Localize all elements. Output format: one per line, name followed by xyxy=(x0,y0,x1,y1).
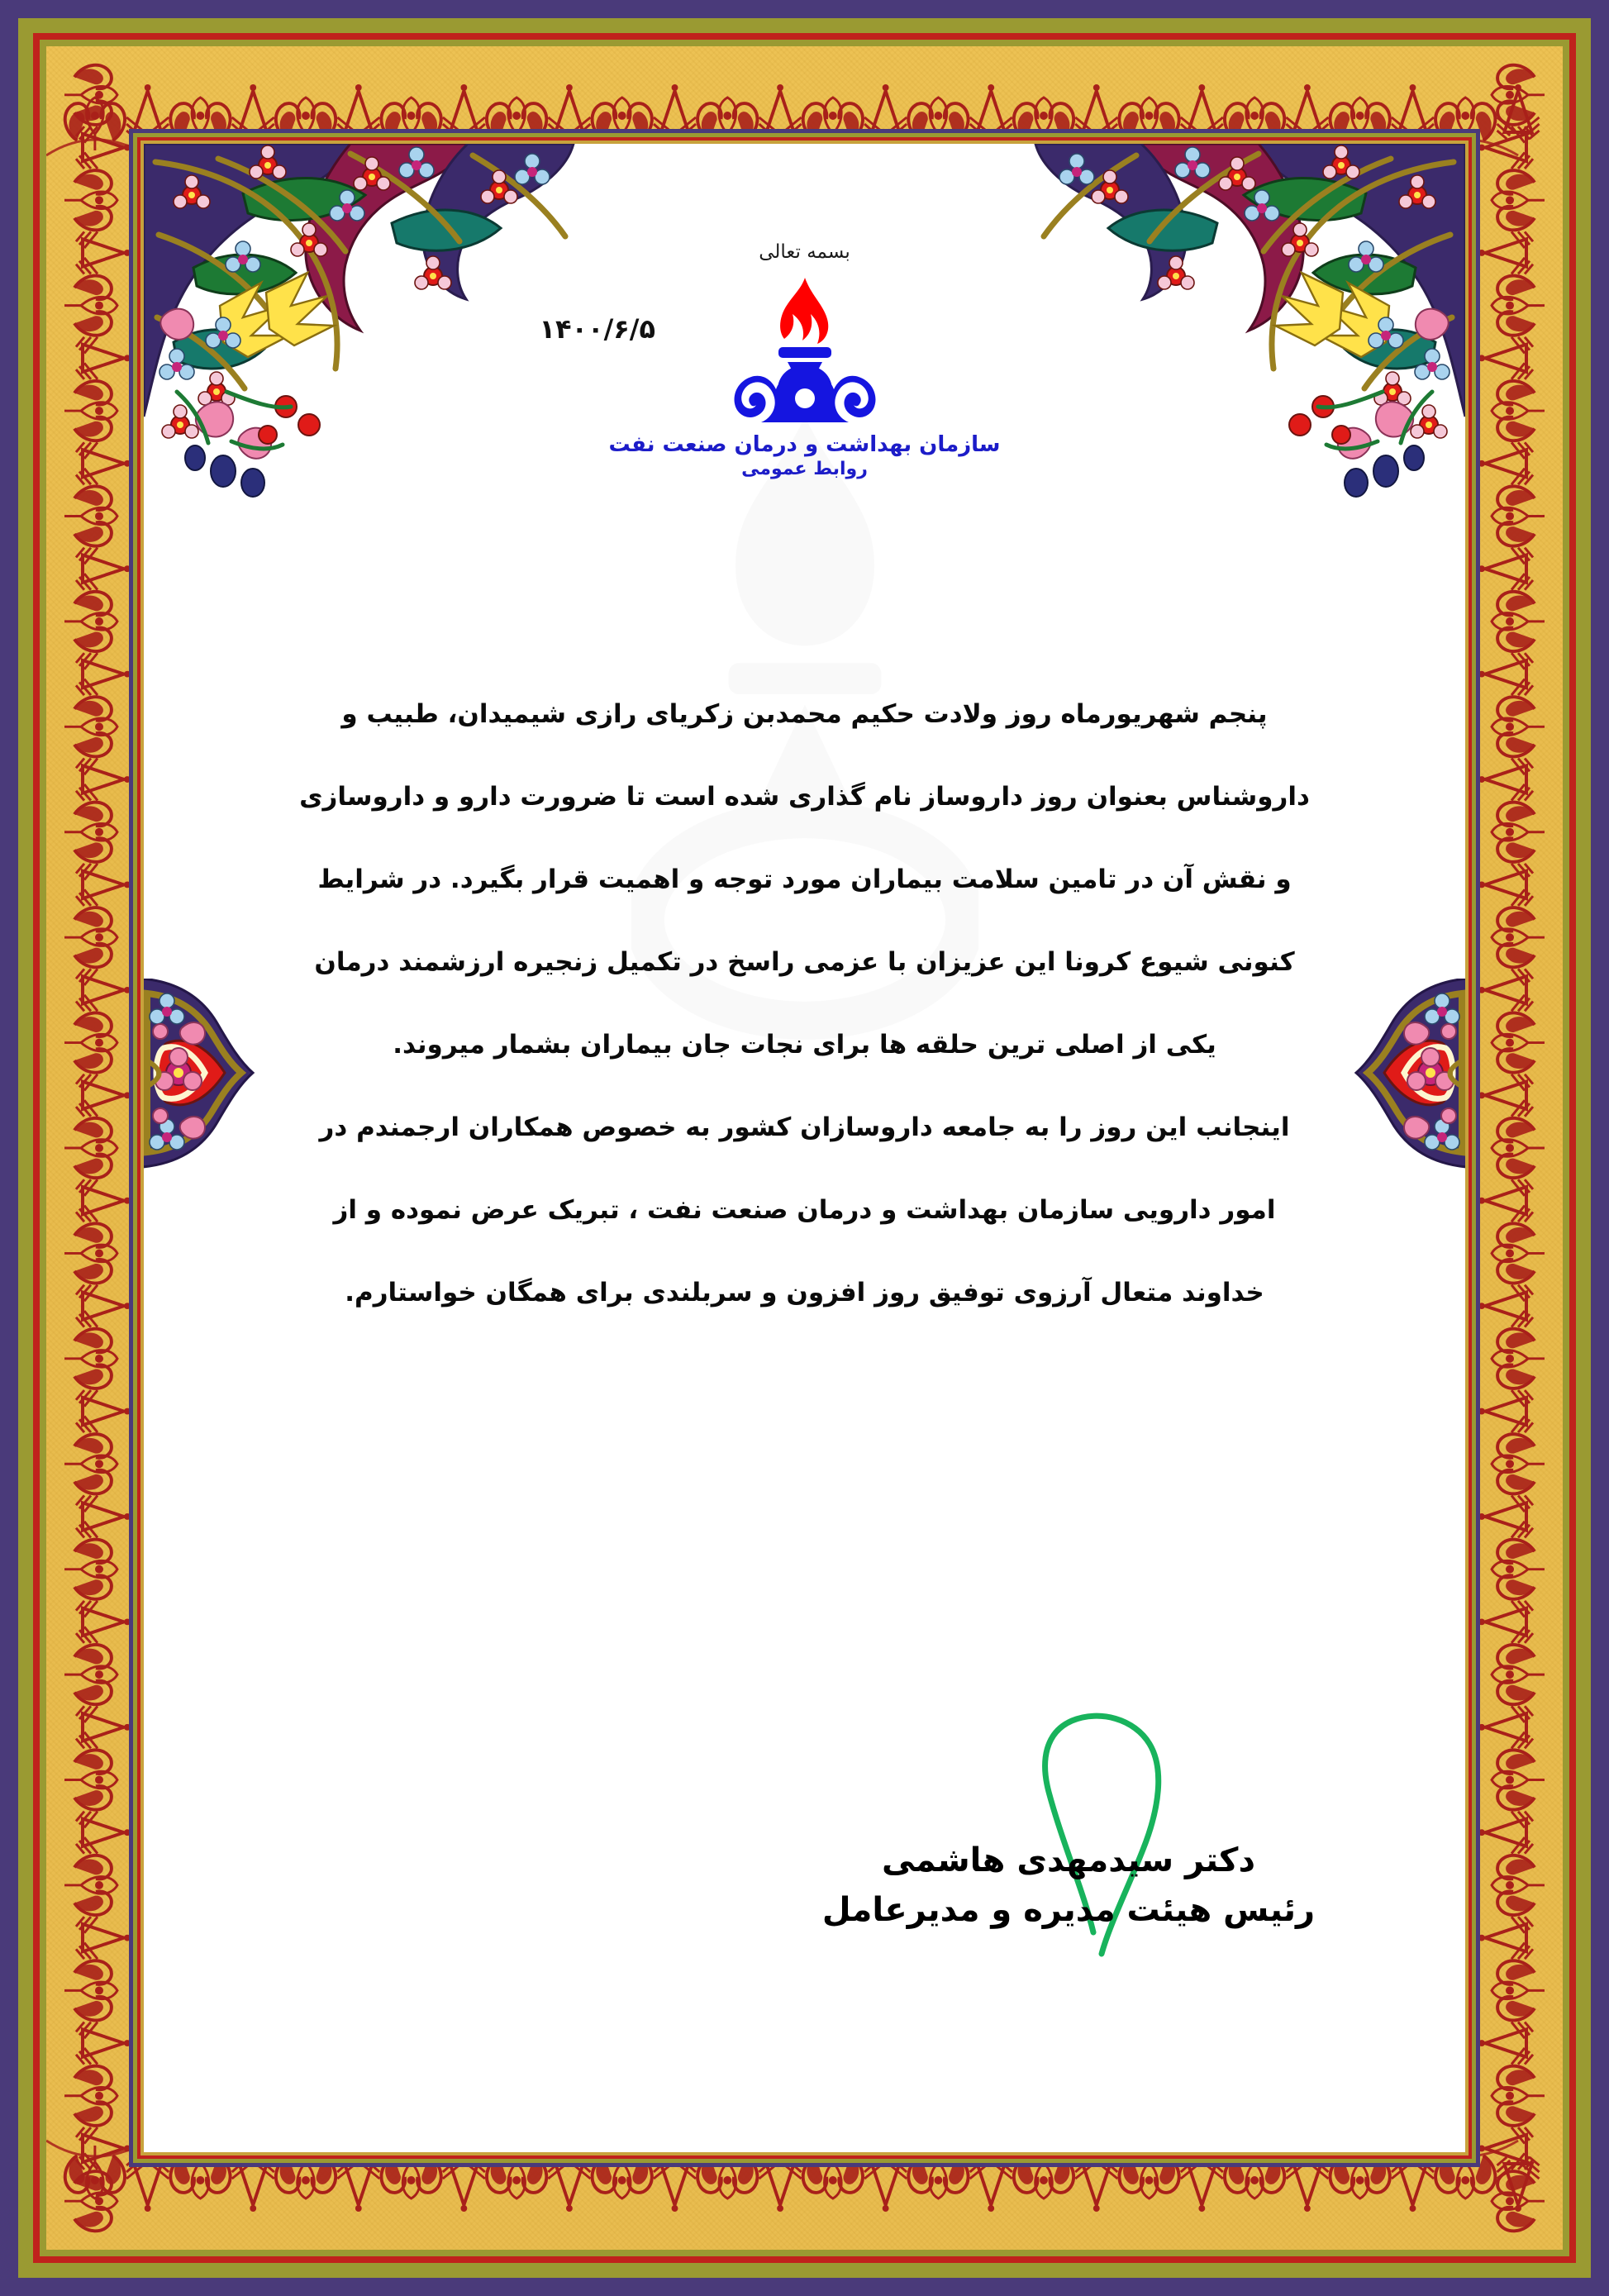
inner-frame-gold xyxy=(140,141,1469,2155)
bismillah-text: بسمه تعالی xyxy=(759,241,850,263)
inner-frame-purple xyxy=(129,129,1480,2167)
signer-name: دکتر سیدمهدی هاشمی xyxy=(882,1841,1255,1879)
signer-title: رئیس هیئت مدیره و مدیرعامل xyxy=(821,1891,1316,1929)
body-line: داروشناس بعنوان روز داروساز نام گذاری شده است تا ضرورت دارو و داروسازی xyxy=(299,782,1310,812)
department-name: روابط عمومی xyxy=(741,459,868,479)
body-line: یکی از اصلی ترین حلقه ها برای نجات جان بیماران بشمار میروند. xyxy=(393,1030,1216,1060)
document-date: ۱۴۰۰/۶/۵ xyxy=(539,313,655,345)
signature-block xyxy=(812,1841,1325,1929)
body-line: اینجانب این روز را به جامعه داروسازان کشور به خصوص همکاران ارجمندم در xyxy=(319,1112,1290,1142)
body-line: و نقش آن در تامین سلامت بیماران مورد توجه و اهمیت قرار بگیرد. در شرایط xyxy=(317,865,1292,894)
gold-ornament-field xyxy=(46,46,1563,2250)
letter-body xyxy=(268,673,1341,1334)
letter-sheet xyxy=(144,144,1465,2152)
tazhib-corner-ornament-top-right xyxy=(953,144,1465,499)
torch-flame-icon xyxy=(702,273,908,426)
frame-olive-outer xyxy=(18,18,1591,2278)
frame-olive-second xyxy=(40,40,1569,2256)
frame-red-outer xyxy=(33,33,1576,2263)
inner-frame-olive xyxy=(133,133,1476,2163)
body-line: پنجم شهریورماه روز ولادت حکیم محمدبن زکریای رازی شیمیدان، طبیب و xyxy=(341,699,1268,729)
inner-frame-red xyxy=(137,137,1472,2159)
organization-name: سازمان بهداشت و درمان صنعت نفت xyxy=(608,432,1001,457)
body-line: کنونی شیوع کرونا این عزیزان با عزمی راسخ در تکمیل زنجیره ارزشمند درمان xyxy=(314,947,1295,977)
letterhead xyxy=(144,241,1465,479)
body-line: امور دارویی سازمان بهداشت و درمان صنعت نفت ، تبریک عرض نموده و از xyxy=(333,1195,1276,1225)
nioc-torch-logo xyxy=(702,273,908,429)
body-line: خداوند متعال آرزوی توفیق روز افزون و سربلندی برای همگان خواستارم. xyxy=(345,1278,1264,1308)
